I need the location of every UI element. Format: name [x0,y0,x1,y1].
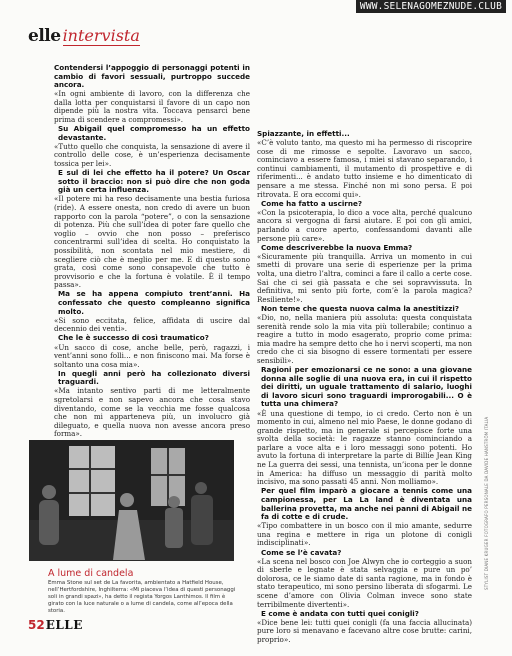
photo-caption-body: Emma Stone sul set de La favorita, ambientato a Hatfield House, nell’Hertfordshire, Inghilterra: «Mi piaceva l’idea di questi personaggi soli in grandi spazi», ha detto il regista Yorgos Lanthimos. Il film è girato con la luce naturale o a lume di candela, come all’epoca della storia. [48,580,236,614]
interview-answer: «C’è voluto tanto, ma questo mi ha permesso di riscoprire cose di me rimosse e sepolte. Lavoravo un sacco, cominciavo a essere famosa, i miei si stavano separando, i continui cambiamenti, il mutamento di prospettive e di riferimenti... è andato tutto insieme e ho dimenticato di pensare a me stessa. Finché non mi sono persa. E poi ritrovata. E ora eccomi qui». [257,138,472,199]
article-column-left [54,64,250,440]
article-column-right [257,130,472,645]
interview-question: E come è andata con tutti quei conigli? [261,608,419,618]
interview-question: Su Abigail quel compromesso ha un effetto devastante. [58,124,250,142]
interview-question: Ragioni per emozionarsi ce ne sono: a una giovane donna alle soglie di una nuova era, in cui il rispetto dei diritti, un uguale trattamento di salario, luoghi di lavoro sicuri sono traguardi improrogabili... O è tutta una chimera? [261,365,472,409]
photo-film-set-icon [29,440,234,561]
photo-caption-title: A lume di candela [48,568,134,579]
interview-question: Per quel film imparò a giocare a tennis come una campionessa, per La La land è diventata una ballerina provetta, ma anche nei panni di Abigail ne fa di cotte e di crude. [261,486,472,522]
interview-question: Ma se ha appena compiuto trent’anni. Ha confessato che questo compleanno significa molto. [58,289,250,316]
interview-question: Spiazzante, in effetti... [257,129,350,138]
page-number: 52 [28,618,45,632]
interview-answer: «È una questione di tempo, io ci credo. Certo non è un momento in cui, almeno nel mio Paese, le donne godano di grande rispetto, ma in generale si percepisce forte una svolta della società: le ragazze stanno cominciando a parlare a voce alta e i loro messaggi sono potenti. Ho avuto la fortuna di interpretare la parte di Billie Jean King ne La guerra dei sessi, una tennista, un’icona per le donne in America: ha diffuso un messaggio di parità molto incisivo, ma sono passati 45 anni. Non molliamo». [257,408,472,487]
interview-answer: «Un sacco di cose, anche belle, però, ragazzi, i vent’anni sono folli... e non finiscono mai. Ma forse è soltanto una cosa mia». [54,342,250,369]
interview-question: Che le è successo di così traumatico? [58,333,209,343]
page-folio [28,618,83,632]
interview-answer: «Con la psicoterapia, lo dico a voce alta, perché qualcuno ancora si vergogna di farsi aiutare. E poi con gli amici, parlando a cuore aperto, confessandomi davanti alle persone più care». [257,207,472,243]
section-title: intervista [62,26,140,45]
vertical-credit [478,400,489,590]
interview-question: In quegli anni però ha collezionato diversi traguardi. [58,368,250,387]
interview-answer: «Tutto quello che conquista, la sensazione di avere il controllo delle cose, è un’esperienza decisamente tossica per lei». [54,141,250,169]
interview-answer: «Ma intanto sentivo parti di me letteralmente sgretolarsi e non sapevo ancora che cosa stavo diventando, come se la vecchia me fosse qualcosa che non mi apparteneva più, un involucro già dileguato, e quella nuova non avesse ancora preso forma». [54,386,250,439]
interview-answer: «Tipo combattere in un bosco con il mio amante, sedurre una regina e mettere in riga un plotone di conigli indisciplinati». [257,521,472,548]
interview-question: Come descriverebbe la nuova Emma? [261,242,413,252]
interview-answer: «Dio, no, nella maniera più assoluta: questa conquistata serenità rende solo la mia vita più tollerabile; continuo a reagire a tutto in modo esagerato, proprio come prima: mia madre ha sempre detto che ho i nervi scoperti, ma non credo che ci sia bisogno di essere tormentati per essere sensibili». [257,312,472,365]
interview-question: E sul di lei che effetto ha il potere? Un Oscar sotto il braccio: non si può dire che non goda già un certa influenza. [58,168,250,195]
interview-answer: «Sicuramente più tranquilla. Arriva un momento in cui smetti di provare una serie di esperienze per la prima volta, una dietro l’altra, cominci a fare il callo a certe cose. Sai che ci sei già passata e che sei sopravvissuta. In definitiva, mi sento più forte, com’è la parola magica? Resiliente!». [257,251,472,304]
interview-question: Contendersi l’appoggio di personaggi potenti in cambio di favori sessuali, purtroppo succede ancora. [54,63,250,90]
interview-question: Non teme che questa nuova calma la anestitizzi? [261,303,460,313]
interview-answer: «Il potere mi ha reso decisamente una bestia furiosa (ride). A essere onesta, non credo di avere un buon rapporto con la parola “potere”, o con la sensazione di potenza. Più che sull’idea di poter fare quello che voglio – ovvio che non posso – preferisco concentrarmi sull’idea di scelta. Ho conquistato la possibilità, non scontata nel mio mestiere, di scegliere ciò che è meglio per me. E di questo sono grata, così come sono consapevole che tutto è provvisorio e che la fortuna è volatile. È il tempo passa». [54,194,250,290]
interview-answer: «Si sono eccitata, felice, affidata di uscire dal decennio dei venti». [54,315,250,334]
page-header [28,26,140,46]
interview-question: Come ha fatto a uscirne? [261,198,363,208]
credit-text: STYLIST DIANE KRUGER FOTOGRAFO PERSONALE DA DAVIDE HANSTRÖM ITALIA [484,416,489,590]
magazine-name: ELLE [45,618,83,632]
interview-answer: «La scena nel bosco con Joe Alwyn che io corteggio a suon di sberle e legnate è stata selvaggia e pure un po’ dolorosa, ce le siamo date di santa ragione, ma in fondo è stato terapeutico, mi sono persino liberata di sfogarmi. Le scene d’amore con Olivia Colman invece sono state terribilmente divertenti». [257,556,472,609]
interview-question: Come se l’è cavata? [261,547,342,557]
interview-answer: «Dice bene lei: tutti quei conigli (fa una faccia allucinata) pure loro si menavano e facevano altre cose brutte: carini, proprio». [257,617,472,644]
film-set-photo [29,440,234,561]
interview-answer: «In ogni ambiente di lavoro, con la differenza che dalla lotta per conquistarsi il favore di un capo non dipende più la nostra vita. Toccava pensarci bene prima di scendere a compromessi». [54,89,250,125]
watermark: WWW.SELENAGOMEZNUDE.CLUB [356,0,506,13]
brand-logo: elle [28,26,61,46]
